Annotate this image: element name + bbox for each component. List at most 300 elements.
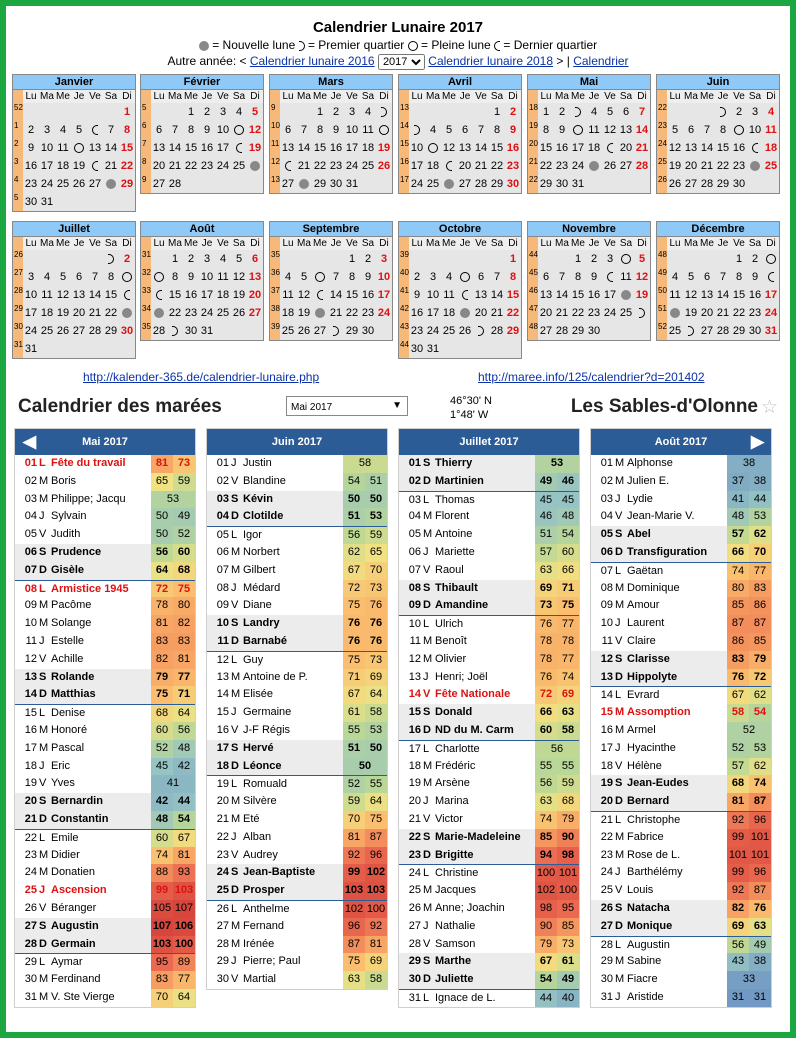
tide-day: 19 [216, 778, 229, 791]
week-row [141, 268, 263, 286]
tide-coefficient: 88 [151, 864, 173, 882]
tide-coefficient: 53 [535, 455, 579, 473]
weekday-label: Ve [604, 91, 616, 102]
day-cell: 13 [72, 289, 86, 301]
day-cell: 19 [635, 289, 649, 301]
tide-coefficient: 100 [173, 936, 195, 954]
weekday-label: Ma [426, 91, 440, 102]
tide-day: 27 [408, 919, 421, 932]
tide-day: 08 [408, 581, 421, 594]
tide-coefficient: 67 [343, 562, 365, 580]
week-row [13, 103, 135, 121]
day-cell [699, 103, 715, 121]
week-number: 31 [13, 340, 23, 358]
tide-row [15, 597, 195, 615]
weekday-header [657, 237, 779, 250]
day-cell: 12 [668, 142, 682, 154]
tide-saint: Thomas [435, 493, 475, 506]
day-cell: 27 [700, 325, 714, 337]
tide-row [591, 669, 771, 687]
tide-coefficient: 76 [365, 615, 387, 633]
tide-coefficient: 64 [151, 562, 173, 580]
tide-weekday: J [39, 634, 45, 647]
day-cell: 2 [751, 253, 759, 265]
tide-coefficient: 83 [727, 651, 749, 669]
tide-coefficient: 73 [365, 652, 387, 669]
day-cell: 16 [184, 289, 198, 301]
day-cell [151, 250, 167, 268]
day-cell: 17 [377, 289, 391, 301]
new-moon-icon [106, 179, 116, 189]
day-cell [247, 157, 263, 175]
day-cell: 24 [603, 307, 617, 319]
tide-title: Calendrier des marées [18, 396, 222, 417]
tide-coefficient: 57 [535, 544, 557, 562]
weekday-label: Je [717, 238, 729, 249]
tide-weekday: M [39, 973, 49, 986]
week-row [141, 322, 263, 340]
day-cell [731, 121, 747, 139]
tide-saint: Marthe [435, 955, 472, 968]
tide-coefficient: 63 [557, 704, 579, 722]
week-row [270, 304, 392, 322]
tide-coefficient: 63 [535, 562, 557, 580]
day-cell: 31 [24, 343, 38, 355]
tide-coefficient: 96 [365, 847, 387, 865]
day-cell: 29 [571, 325, 585, 337]
tide-saint: Florent [435, 510, 470, 523]
day-cell: 18 [426, 160, 440, 172]
day-cell: 3 [429, 271, 437, 283]
last-quarter-icon [446, 161, 452, 171]
tide-row [399, 847, 579, 865]
tide-coefficient: 50 [365, 491, 387, 509]
day-cell: 12 [442, 142, 456, 154]
day-cell: 15 [732, 289, 746, 301]
week-number: 12 [270, 157, 280, 175]
tide-weekday: M [231, 688, 241, 701]
tide-row [15, 829, 195, 847]
tide-row [399, 633, 579, 651]
tide-coefficient: 61 [343, 704, 365, 722]
day-cell: 20 [684, 160, 698, 172]
tide-weekday: S [615, 901, 623, 914]
tide-row [399, 918, 579, 936]
week-row [399, 304, 521, 322]
day-cell: 18 [442, 307, 456, 319]
weekday-label: Ma [168, 238, 182, 249]
tide-row [15, 526, 195, 544]
week-row [141, 304, 263, 322]
tide-coefficient: 52 [727, 740, 749, 758]
day-cell [119, 304, 135, 322]
day-cell: 3 [43, 124, 51, 136]
tide-day: 01 [408, 457, 421, 469]
day-cell: 17 [216, 142, 230, 154]
day-cell: 19 [668, 160, 682, 172]
lunar-month-title: Août [141, 222, 263, 237]
day-cell: 1 [509, 253, 517, 265]
tide-row [15, 669, 195, 687]
day-cell: 23 [748, 307, 762, 319]
tide-weekday: J [231, 581, 237, 594]
tide-row [399, 526, 579, 544]
week-number: 7 [141, 139, 151, 157]
tide-coefficient: 69 [557, 686, 579, 704]
tide-coefficient: 76 [343, 615, 365, 633]
day-cell: 27 [152, 178, 166, 190]
day-cell [425, 103, 441, 121]
tide-day: 16 [408, 723, 421, 736]
tide-coefficient: 40 [557, 990, 579, 1007]
tide-saint: Justin [243, 457, 272, 469]
day-cell: 7 [91, 271, 99, 283]
tide-saint: Julien E. [627, 474, 670, 487]
link-calendar[interactable]: Calendrier [573, 54, 629, 68]
tide-saint: Gilbert [243, 563, 276, 576]
week-number: 16 [399, 157, 409, 175]
day-cell: 25 [40, 325, 54, 337]
week-number: 13 [270, 175, 280, 193]
weekday-label: Je [459, 238, 471, 249]
tide-row [15, 473, 195, 491]
tide-row [399, 562, 579, 580]
day-cell [457, 340, 473, 358]
tide-row [591, 775, 771, 793]
weekday-label: Lu [282, 238, 294, 249]
tide-saint: Amandine [435, 599, 489, 612]
week-row [13, 157, 135, 175]
week-number: 20 [528, 139, 538, 157]
day-cell: 1 [123, 106, 131, 118]
day-cell: 26 [232, 307, 246, 319]
tide-saint: Armistice 1945 [51, 582, 129, 595]
tide-weekday: D [423, 599, 431, 612]
first-quarter-icon [172, 326, 178, 336]
tide-row [207, 704, 387, 722]
month-select[interactable] [286, 396, 408, 416]
day-cell: 18 [361, 142, 375, 154]
tide-day: 13 [408, 670, 421, 683]
week-number: 8 [141, 157, 151, 175]
tide-saint: Marina [435, 795, 469, 808]
tide-saint: Lydie [627, 492, 653, 505]
tide-saint: Ignace de L. [435, 991, 496, 1004]
week-number: 1 [13, 121, 23, 139]
day-cell: 14 [168, 142, 182, 154]
day-cell [215, 322, 231, 340]
tide-day: 23 [216, 848, 229, 861]
tide-coefficient: 92 [365, 918, 387, 936]
tide-coefficient: 73 [535, 597, 557, 615]
day-cell: 8 [574, 271, 582, 283]
day-cell: 1 [171, 253, 179, 265]
tide-row [207, 686, 387, 704]
tide-saint: Pascal [51, 741, 85, 754]
tide-day: 12 [216, 653, 229, 666]
day-cell [457, 103, 473, 121]
tide-coefficient: 54 [557, 526, 579, 544]
tide-day: 31 [600, 990, 613, 1003]
tide-day: 02 [600, 474, 613, 487]
day-cell: 9 [203, 124, 211, 136]
tide-saint: Sylvain [51, 510, 87, 523]
tide-day: 22 [600, 830, 613, 843]
tide-saint: Philippe; Jacqu [51, 492, 126, 505]
tide-saint: Médard [243, 581, 281, 594]
tide-coefficient: 42 [151, 793, 173, 811]
week-number: 44 [528, 250, 538, 268]
tide-day: 27 [600, 919, 613, 932]
day-cell [247, 322, 263, 340]
weekday-header [528, 90, 650, 103]
tide-coefficient: 43 [727, 953, 749, 971]
first-quarter-icon [333, 326, 339, 336]
tide-row [399, 740, 579, 758]
tide-day: 25 [216, 884, 229, 897]
link-kalender[interactable]: http://kalender-365.de/calendrier-lunaire.php [83, 370, 320, 384]
day-cell: 24 [345, 160, 359, 172]
tide-day: 25 [600, 884, 613, 897]
tide-day: 18 [216, 759, 229, 772]
tide-coefficient: 55 [343, 722, 365, 740]
tide-coefficient: 90 [557, 829, 579, 847]
day-cell [747, 139, 763, 157]
full-moon-icon [766, 254, 776, 264]
tide-coefficient: 70 [365, 562, 387, 580]
day-cell: 30 [410, 343, 424, 355]
week-row [399, 250, 521, 268]
day-cell [586, 175, 602, 193]
tide-coefficient: 82 [173, 615, 195, 633]
tide-row [591, 473, 771, 491]
tide-day: 14 [408, 688, 421, 701]
tide-weekday: S [39, 545, 47, 558]
full-moon-icon [379, 125, 389, 135]
tide-weekday: M [615, 599, 625, 612]
tide-weekday: S [615, 528, 623, 541]
weekday-label: Ma [555, 238, 569, 249]
tide-day: 08 [216, 581, 229, 594]
tide-weekday: V [231, 973, 239, 986]
tide-weekday: M [39, 617, 49, 630]
week-number: 37 [270, 286, 280, 304]
legend-first: = Premier quartier [307, 38, 405, 52]
day-cell: 24 [377, 307, 391, 319]
tide-day: 01 [216, 457, 229, 469]
day-cell [360, 175, 376, 193]
weekday-label: Je [201, 238, 213, 249]
tide-saint: Evrard [627, 689, 660, 702]
tide-day: 02 [24, 474, 37, 487]
tide-coefficient: 96 [749, 864, 771, 882]
weekday-label: Me [700, 91, 714, 102]
tide-saint: Silvère [243, 795, 277, 808]
tide-coefficient: 48 [727, 508, 749, 526]
day-cell: 28 [152, 325, 166, 337]
tide-row [207, 740, 387, 758]
tide-saint: Denise [51, 707, 86, 720]
tide-day: 09 [216, 599, 229, 612]
tide-coefficient: 81 [173, 847, 195, 865]
tide-saint: Nathalie [435, 919, 476, 932]
weekday-label: Sa [232, 238, 246, 249]
lunar-month-title: Mai [528, 75, 650, 90]
tide-coefficient: 74 [727, 563, 749, 580]
favorite-star-icon[interactable]: ☆ [760, 397, 778, 418]
tide-coefficient: 54 [535, 971, 557, 989]
day-cell: 28 [474, 178, 488, 190]
tide-weekday: V [615, 884, 623, 897]
tide-month-2 [398, 428, 580, 1008]
tide-saint: Louis [627, 884, 654, 897]
link-next-year[interactable]: Calendrier lunaire 2018 [428, 54, 554, 68]
coordinates [450, 394, 492, 422]
day-cell: 25 [56, 178, 70, 190]
tide-weekday: S [423, 830, 431, 843]
tide-row [591, 758, 771, 776]
tide-weekday: D [423, 723, 431, 736]
tide-row [15, 758, 195, 776]
day-cell: 15 [184, 142, 198, 154]
tide-row [591, 989, 771, 1007]
day-cell: 19 [232, 289, 246, 301]
tide-day: 16 [600, 723, 613, 736]
tide-day: 23 [600, 848, 613, 861]
tide-saint: Armel [627, 723, 656, 736]
day-cell [312, 304, 328, 322]
day-cell [505, 340, 521, 358]
tide-weekday: D [423, 474, 431, 487]
day-cell: 27 [313, 325, 327, 337]
day-cell: 2 [123, 253, 131, 265]
day-cell [602, 322, 618, 340]
prev-month-icon[interactable]: ◀ [23, 432, 37, 451]
week-number: 15 [399, 139, 409, 157]
tide-day: 14 [216, 688, 229, 701]
tide-day: 12 [408, 652, 421, 665]
weekday-label: Ma [297, 238, 311, 249]
tide-coefficient: 67 [727, 687, 749, 704]
tide-day: 12 [24, 652, 37, 665]
link-maree[interactable]: http://maree.info/125/calendrier?d=201402 [478, 370, 705, 384]
tide-saint: Amour [627, 599, 660, 612]
tide-weekday: J [423, 545, 429, 558]
tide-coefficient: 53 [365, 508, 387, 526]
tide-month-title: Juin 2017 [271, 436, 323, 448]
tide-saint: Charlotte [435, 742, 480, 755]
day-cell [441, 103, 457, 121]
week-row [399, 121, 521, 139]
lunar-month-title: Novembre [528, 222, 650, 237]
week-row [13, 340, 135, 358]
day-cell [151, 304, 167, 322]
tide-coefficient: 79 [749, 651, 771, 669]
tide-weekday: D [231, 510, 239, 523]
tide-weekday: D [231, 759, 239, 772]
tide-saint: Eté [243, 812, 260, 825]
tide-saint: Alban [243, 830, 272, 843]
tide-saint: Hervé [243, 741, 274, 754]
day-cell: 10 [345, 124, 359, 136]
tide-row [591, 847, 771, 865]
tide-coefficient: 95 [151, 954, 173, 971]
tide-coefficient: 33 [727, 971, 771, 989]
week-row [657, 175, 779, 193]
tide-weekday: J [231, 830, 237, 843]
tide-weekday: J [615, 617, 621, 630]
next-month-icon[interactable]: ▶ [751, 432, 765, 451]
link-prev-year[interactable]: Calendrier lunaire 2016 [249, 54, 375, 68]
weekday-label: Lu [153, 238, 165, 249]
tide-row [207, 526, 387, 544]
week-number: 42 [399, 304, 409, 322]
day-cell: 8 [107, 271, 115, 283]
week-number: 9 [270, 103, 280, 121]
week-row [13, 304, 135, 322]
tide-saint: Antoine [435, 528, 473, 541]
tide-row [591, 936, 771, 954]
tide-coefficient: 56 [343, 527, 365, 544]
day-cell: 1 [348, 253, 356, 265]
week-row [399, 268, 521, 286]
tide-weekday: M [423, 901, 433, 914]
tide-coefficient: 85 [749, 633, 771, 651]
tide-row [591, 722, 771, 740]
day-cell: 13 [539, 289, 553, 301]
tide-coefficient: 105 [151, 900, 173, 918]
day-cell: 1 [542, 106, 550, 118]
weekday-label: Me [442, 91, 456, 102]
tide-weekday: V [231, 599, 239, 612]
dropdown-arrow-icon: ▼ [392, 400, 402, 411]
day-cell: 23 [24, 178, 38, 190]
day-cell [87, 340, 103, 358]
day-cell [441, 175, 457, 193]
tide-row [15, 847, 195, 865]
lunar-calendar [10, 14, 786, 372]
tide-weekday: S [231, 617, 239, 630]
tide-weekday: M [39, 474, 49, 487]
day-cell: 9 [187, 271, 195, 283]
tide-coefficient: 63 [535, 793, 557, 811]
day-cell: 9 [27, 142, 35, 154]
tide-coefficient: 98 [535, 900, 557, 918]
day-cell: 3 [380, 253, 388, 265]
tide-coefficient: 70 [749, 544, 771, 562]
tide-coefficient: 62 [343, 544, 365, 562]
tide-coefficient: 100 [557, 882, 579, 900]
tide-coefficient: 69 [535, 580, 557, 598]
year-select[interactable] [378, 54, 425, 70]
weekday-label: Di [766, 91, 776, 102]
nav-sep: > | [556, 54, 570, 68]
tide-coefficient: 76 [365, 633, 387, 651]
tide-saint: ND du M. Carm [435, 723, 514, 736]
day-cell: 30 [555, 178, 569, 190]
tide-weekday: J [423, 795, 429, 808]
tide-saint: J-F Régis [243, 723, 291, 736]
tide-saint: Constantin [51, 812, 109, 825]
tide-row [15, 953, 195, 971]
tide-coefficient: 60 [151, 722, 173, 740]
day-cell: 15 [120, 142, 134, 154]
day-cell: 22 [120, 160, 134, 172]
tide-coefficient: 95 [557, 900, 579, 918]
tide-coefficient: 72 [749, 669, 771, 687]
week-number: 14 [399, 121, 409, 139]
tide-row [207, 597, 387, 615]
